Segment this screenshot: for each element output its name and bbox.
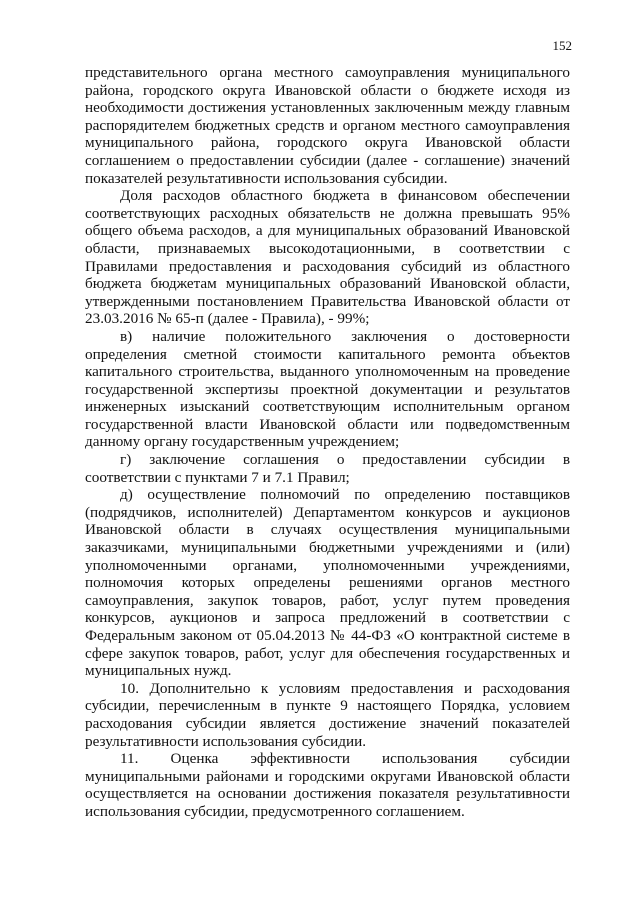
paragraph-item-v: в) наличие положительного заключения о достоверности определения сметной стоимости капитального ремонта объектов капитального строительства, выданного уполномоченным на проведение государственной экспертизы проектной документации и результатов инженерных изысканий соответствующим исполнительным органом государственной власти Ивановской области или подведомственным данному органу государственным учреждением; [85, 327, 570, 451]
document-body [85, 64, 570, 821]
paragraph-budget-share: Доля расходов областного бюджета в финансовом обеспечении соответствующих расходных обязательств не должна превышать 95% общего объема расходов, а для муниципальных образований Ивановской области, признаваемых высокодотационными, в соответствии с Правилами предоставления и расходования субсидий из областного бюджета бюджетам муниципальных образований Ивановской области, утвержденными постановлением Правительства Ивановской области от 23.03.2016 № 65-п (далее - Правила), - 99%; [85, 187, 570, 328]
paragraph-continuation: представительного органа местного самоуправления муниципального района, городского округа Ивановской области о бюджете исходя из необходимости достижения установленных заключенным между главным распорядителем бюджетных средств и органом местного самоуправления муниципального района, городского округа Ивановской области соглашением о предоставлении субсидии (далее - соглашение) значений показателей результативности использования субсидии. [85, 64, 570, 187]
paragraph-clause-11: 11. Оценка эффективности использования субсидии муниципальными районами и городскими округами Ивановской области осуществляется на основании достижения показателя результативности использования субсидии, предусмотренного соглашением. [85, 750, 570, 820]
paragraph-item-g: г) заключение соглашения о предоставлении субсидии в соответствии с пунктами 7 и 7.1 Правил; [85, 451, 570, 486]
paragraph-item-d: д) осуществление полномочий по определению поставщиков (подрядчиков, исполнителей) Департаментом конкурсов и аукционов Ивановской области в случаях осуществления муниципальными заказчиками, муниципальными бюджетными учреждениями и (или) уполномоченными органами, уполномоченными учреждениями, полномочия которых определены решениями органов местного самоуправления, закупок товаров, работ, услуг путем проведения конкурсов, аукционов и запроса предложений в соответствии с Федеральным законом от 05.04.2013 № 44-ФЗ «О контрактной системе в сфере закупок товаров, работ, услуг для обеспечения государственных и муниципальных нужд. [85, 486, 570, 680]
page-number: 152 [552, 38, 572, 53]
paragraph-clause-10: 10. Дополнительно к условиям предоставления и расходования субсидии, перечисленным в пункте 9 настоящего Порядка, условием расходования субсидии является достижение значений показателей результативности использования субсидии. [85, 679, 570, 750]
